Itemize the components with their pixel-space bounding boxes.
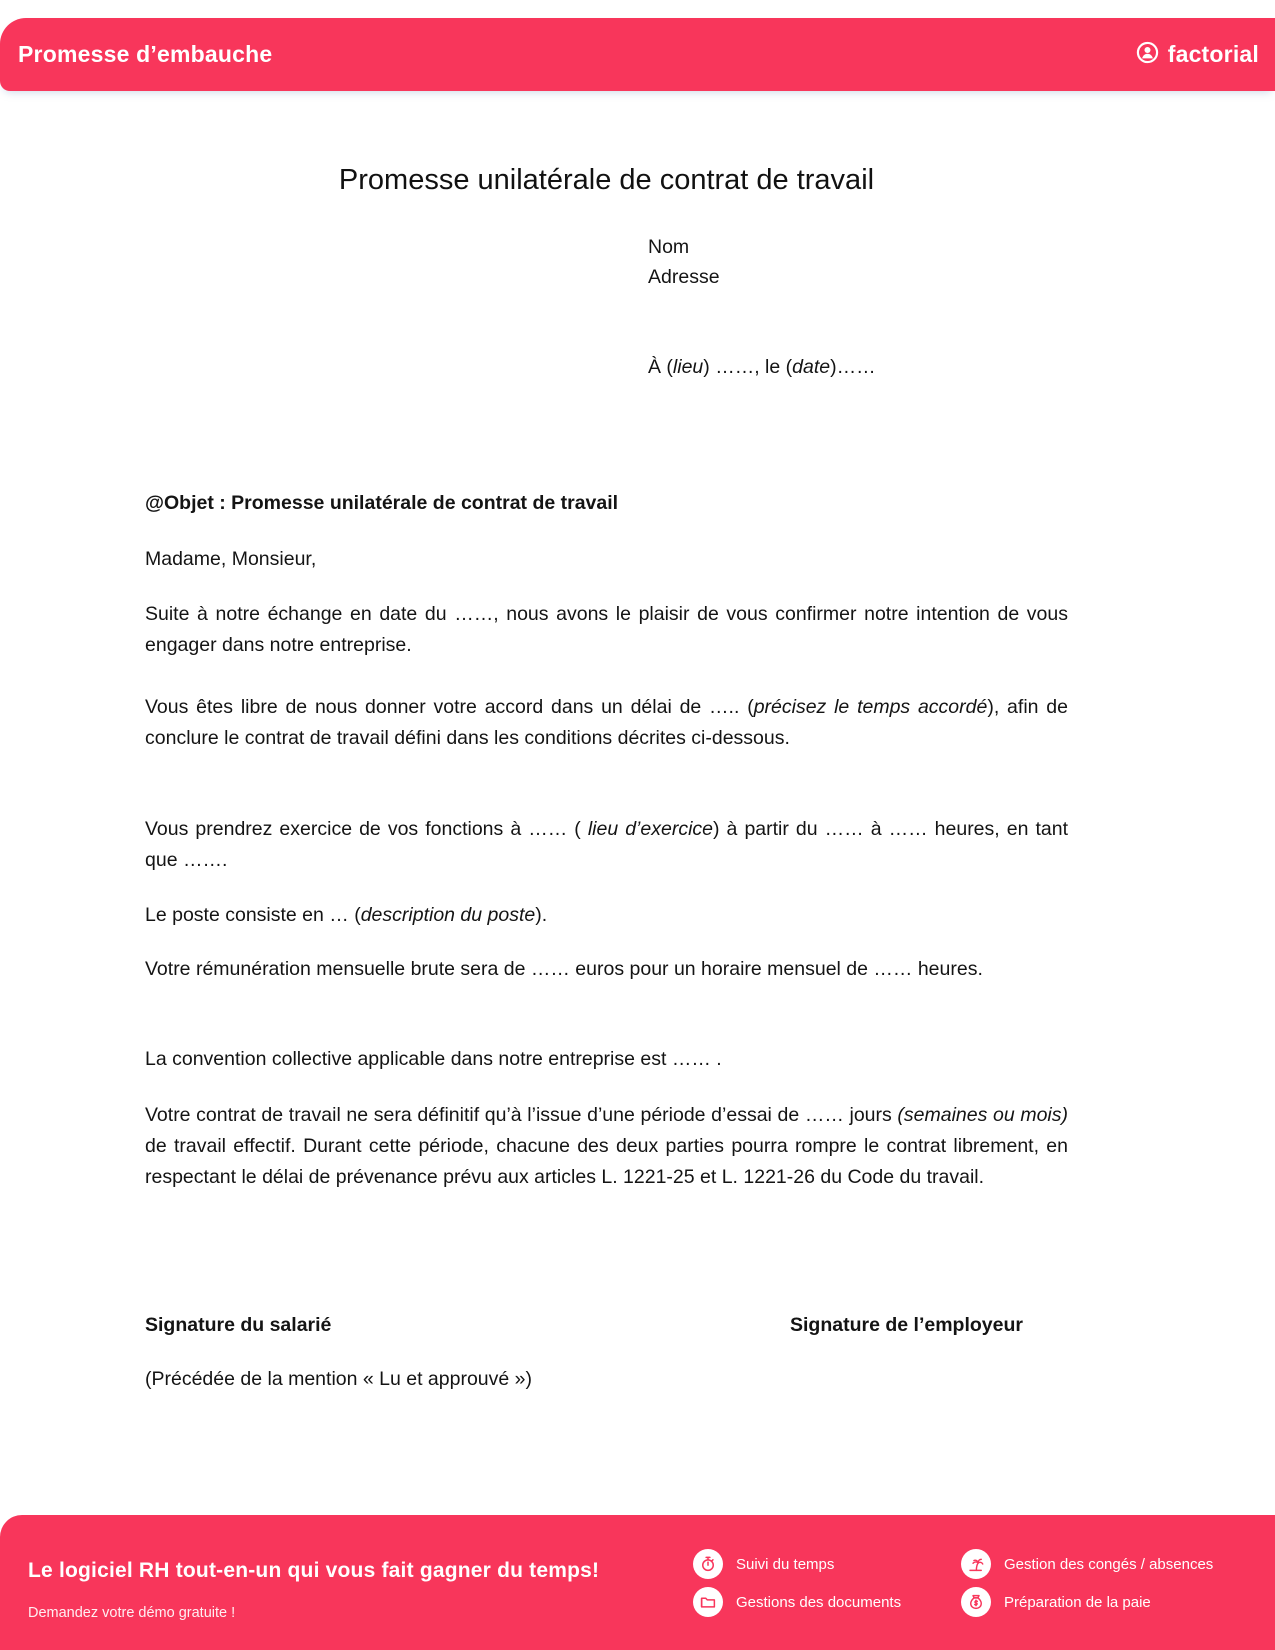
paragraph-poste: Le poste consiste en … (description du poste). xyxy=(145,904,548,926)
feature-label: Gestions des documents xyxy=(736,1593,902,1611)
recipient-name: Nom xyxy=(648,236,690,258)
feature-item-leaves xyxy=(961,1545,1213,1583)
document-title: Promesse unilatérale de contrat de travail xyxy=(338,164,875,196)
paragraph-fonctions: Vous prendrez exercice de vos fonctions à …… ( lieu d’exercice) à partir du …… à …… heures, en tant que ……. xyxy=(145,818,1069,871)
header-bar xyxy=(0,18,1275,91)
signature-note: (Précédée de la mention « Lu et approuvé ») xyxy=(145,1368,533,1390)
person-in-circle-icon xyxy=(1135,40,1160,70)
paragraph-remuneration: Votre rémunération mensuelle brute sera de …… euros pour un horaire mensuel de …… heures. xyxy=(145,958,983,980)
place-date-line: À (lieu) ……, le (date)…… xyxy=(648,356,876,378)
paragraph-convention: La convention collective applicable dans notre entreprise est …… . xyxy=(145,1048,722,1070)
feature-label: Gestion des congés / absences xyxy=(1004,1555,1214,1573)
money-bag-icon xyxy=(961,1587,991,1617)
brand-name: factorial xyxy=(1167,41,1259,67)
paragraph-essai: Votre contrat de travail ne sera définitif qu’à l’issue d’une période d’essai de …… jours (semaines ou mois) de travail effectif. Durant cette période, chacune des deux parties pourra rompre le contrat librement, en respectant le délai de prévenance prévu aux articles L. 1221-25 et L. 1221-26 du Code du travail. xyxy=(145,1104,1068,1188)
salutation: Madame, Monsieur, xyxy=(145,548,317,570)
subject-line: @Objet : Promesse unilatérale de contrat de travail xyxy=(145,492,619,514)
footer-features xyxy=(693,1545,1213,1621)
footer-cta: Demandez votre démo gratuite ! xyxy=(28,1605,236,1621)
recipient-block xyxy=(648,232,1068,292)
header-title: Promesse d’embauche xyxy=(18,41,273,67)
feature-item-time-tracking xyxy=(693,1545,961,1583)
paragraph-intro: Suite à notre échange en date du ……, nous avons le plaisir de vous confirmer notre intention de vous engager dans notre entreprise. xyxy=(145,603,1068,656)
feature-item-documents xyxy=(693,1583,961,1621)
stopwatch-icon xyxy=(693,1549,723,1579)
feature-label: Suivi du temps xyxy=(736,1555,835,1573)
brand-logo xyxy=(1135,40,1259,70)
feature-label: Préparation de la paie xyxy=(1004,1593,1151,1611)
footer-headline: Le logiciel RH tout-en-un qui vous fait gagner du temps! xyxy=(28,1559,600,1582)
paragraph-delai: Vous êtes libre de nous donner votre accord dans un délai de ….. (précisez le temps accordé), afin de conclure le contrat de travail défini dans les conditions décrites ci-dessous. xyxy=(145,696,1068,749)
palm-tree-icon xyxy=(961,1549,991,1579)
signature-employer-label: Signature de l’employeur xyxy=(790,1314,1023,1336)
recipient-address: Adresse xyxy=(648,266,720,288)
signature-employee-label: Signature du salarié xyxy=(145,1314,332,1336)
footer-bar xyxy=(0,1515,1275,1650)
folder-icon xyxy=(693,1587,723,1617)
feature-item-payroll xyxy=(961,1583,1213,1621)
